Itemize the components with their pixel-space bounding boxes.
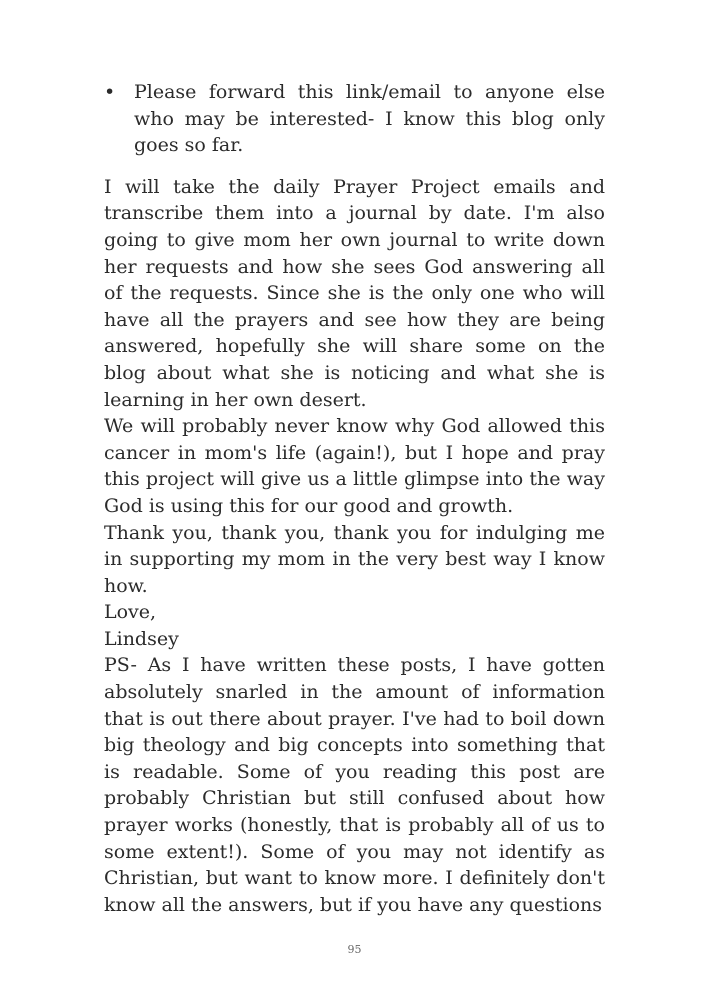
list-item bbox=[104, 79, 605, 159]
paragraph-thanks: Thank you, thank you, thank you for indulging me in supporting my mom in the very best way I know how. bbox=[104, 521, 605, 597]
page-number: 95 bbox=[347, 943, 362, 956]
bullet-text: Please forward this link/email to anyone else who may be interested- I know this blog only goes so far. bbox=[134, 81, 605, 157]
signature-name: Lindsey bbox=[104, 627, 179, 650]
paragraph-journal: I will take the daily Prayer Project emails and transcribe them into a journal by date. I'm also going to give mom her own journal to write down her requests and how she sees God answering all of the requests. Since she is the only one who will have all the prayers and see how they are being answered, hopefully she will share some on the blog about what she is noticing and what she is learning in her own desert. bbox=[104, 175, 605, 411]
closing-love: Love, bbox=[104, 601, 157, 624]
paragraph-cancer: We will probably never know why God allowed this cancer in mom's life (again!), but I hope and pray this project will give us a little glimpse into the way God is using this for our good and growth. bbox=[104, 415, 605, 517]
page-content bbox=[104, 79, 605, 918]
bullet-icon: • bbox=[104, 81, 116, 103]
paragraph-ps: PS- As I have written these posts, I have gotten absolutely snarled in the amount of information that is out there about prayer. I've had to boil down big theology and big concepts into something that is readable. Some of you reading this post are probably Christian but still confused about how prayer works (honestly, that is probably all of us to some extent!). Some of you may not identify as Christian, but want to know more. I definitely don't know all the answers, but if you have any questions bbox=[104, 654, 605, 916]
